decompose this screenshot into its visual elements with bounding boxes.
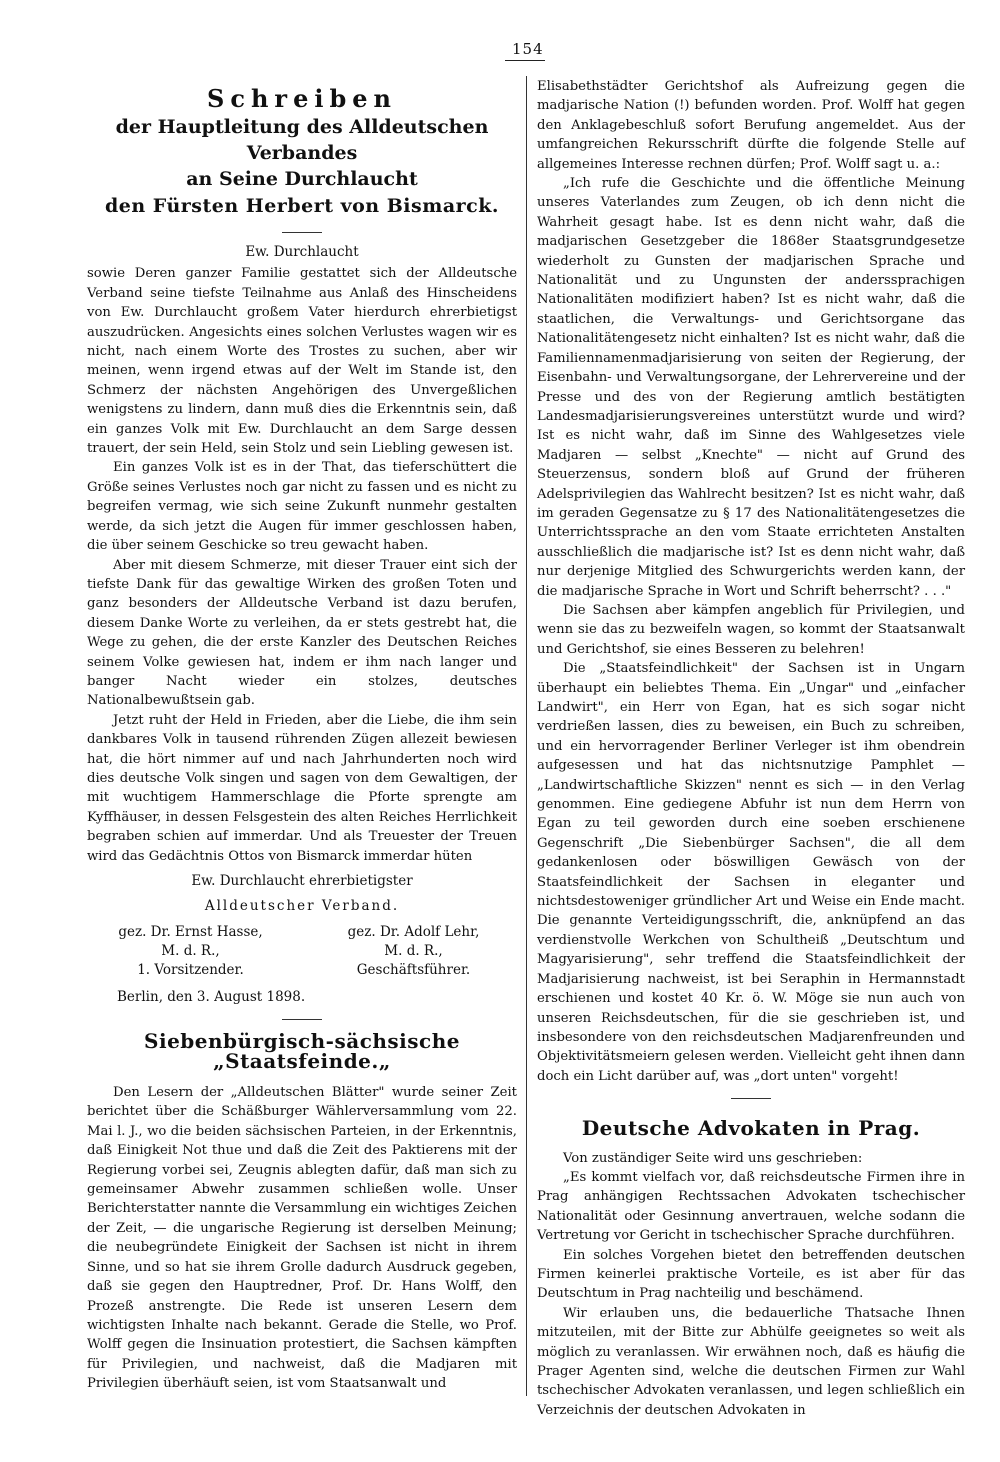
article2-title-rule	[282, 1019, 322, 1020]
signature-right-role: Geschäftsführer.	[356, 961, 471, 978]
signature-right-name: gez. Dr. Adolf Lehr,	[347, 923, 480, 940]
article3-paragraph: Von zuständiger Seite wird uns geschrieben:	[563, 1150, 863, 1166]
article2-paragraph: Den Lesern der „Alldeutschen Blätter" wurde seiner Zeit berichtet über die Schäßburger Wählerversammlung vom 22. Mai l. J., wo die beiden sächsischen Parteien, in der Erkenntnis, daß Einigkeit Not thue und daß die Zeit des Paktierens mit der Regierung vorbei sei, Zeugnis ablegten dafür, daß man sich zu gemeinsamer Abwehr zusammen schließen wolle. Unser Berichterstatter nannte die Versammlung ein wichtiges Zeichen der Zeit, — die ungarische Regierung ist derselben Meinung; die neubegründete Einigkeit der Sachsen ist nicht in ihrem Sinne, und so hat sie ihrem Grolle dadurch Ausdruck gegeben, daß sie gegen den Hauptredner, Prof. Dr. Hans Wolff, den Prozeß anstrengte. Die Rede ist unseren Lesern dem wichtigsten Inhalte nach bekannt. Gerade die Stelle, wo Prof. Wolff gegen die Insinuation protestiert, die Sachsen kämpften für Privilegien, und nachweist, daß die Madjaren mit Privilegien überhäuft seien, ist vom Staatsanwalt und	[87, 1085, 517, 1392]
article1-title-line4: den Fürsten Herbert von Bismarck.	[105, 195, 499, 217]
right-column	[537, 77, 965, 1420]
article1-paragraph: Aber mit diesem Schmerze, mit dieser Trauer eint sich der tiefste Dank für das gewaltige Wirken des großen Toten und ganz besonders der Alldeutsche Verband ist dazu berufen, diesem Danke Worte zu verleihen, da er stets gestrebt hat, die Wege zu gehen, die der erste Kanzler des Deutschen Reiches seinem Volke gewiesen hat, indem er ihm nach langer und banger Nacht wieder ein stolzes, deutsches Nationalbewußtsein gab.	[87, 557, 517, 709]
article1-title-line3: an Seine Durchlaucht	[186, 168, 418, 190]
article1-closing-line2: Alldeutscher Verband.	[204, 898, 400, 915]
article2-paragraph: Die Sachsen aber kämpfen angeblich für Privilegien, und wenn sie das zu bezweifeln wagen, so kommt der Staatsanwalt und Gerichtshof, sie eines Besseren zu belehren!	[537, 602, 965, 657]
article1-paragraph: Ein ganzes Volk ist es in der That, das tieferschüttert die Größe seines Verlustes noch gar nicht zu fassen und es nicht zu begreifen vermag, wie sich seine Zukunft nunmehr gestalten werde, da sich jetzt die Augen für immer geschlossen haben, die über seinem Geschicke so treu gewacht haben.	[87, 460, 517, 554]
signature-left-role: 1. Vorsitzender.	[137, 961, 244, 978]
page-number: 154	[512, 40, 544, 58]
article1-title-line2: der Hauptleitung des Alldeutschen Verbandes	[115, 116, 489, 164]
article1-closing-line1: Ew. Durchlaucht ehrerbietigster	[191, 873, 413, 889]
signature-left-name: gez. Dr. Ernst Hasse,	[118, 923, 263, 940]
article2-paragraph: Die „Staatsfeindlichkeit" der Sachsen ist in Ungarn überhaupt ein beliebtes Thema. Ein „Ungar" und „einfacher Landwirt", ein Herr von Egan, hat es sich sogar nicht verdrießen lassen, dies zu beweisen, ein Buch zu schreiben, und ein hervorragender Berliner Verleger ist ihm obendrein aufgesessen und hat das nichtsnutzige Pamphlet — „Landwirtschaftliche Skizzen" nennt es sich — in den Verlag genommen. Eine gediegene Abfuhr ist nun dem Herrn von Egan zu teil geworden durch eine soeben erschienene Gegenschrift „Die Siebenbürger Sachsen", die all dem gedankenlosen oder böswilligen Gewäsch von der Staatsfeindlichkeit der Sachsen in eleganter und nichtsdestoweniger gründlicher Art und Weise ein Ende macht. Die genannte Verteidigungsschrift, die, anknüpfend an das verdienstvolle Werkchen von Schultheiß „Deutschtum und Magyarisierung", sehr treffend die Staatsfeindlichkeit der Madjarisierung nachweist, ist bei Seraphin in Hermannstadt erschienen und kostet 40 Kr. ö. W. Möge sie nun auch von unseren Reichsdeutschen, für die sie geschrieben ist, und insbesondere von den reichsdeutschen Madjarenfreunden und Objektivitätsmeiern gelesen werden. Vielleicht geht ihnen dann doch ein Licht darüber auf, was „dort unten" vorgeht!	[537, 661, 965, 1084]
article1-title-rule	[282, 232, 322, 233]
article1-title-line1: Schreiben	[207, 84, 397, 113]
left-column	[87, 78, 517, 1394]
article2-title: Siebenbürgisch-sächsische „Staatsfeinde.„	[144, 1029, 460, 1073]
article3-title-rule	[731, 1098, 771, 1099]
article1-dateline: Berlin, den 3. August 1898.	[117, 988, 306, 1005]
article1-paragraph: sowie Deren ganzer Familie gestattet sich der Alldeutsche Verband seine tiefste Teilnahme aus Anlaß des Hinscheidens von Ew. Durchlaucht großem Vater hierdurch ehrerbietigst auszudrücken. Angesichts eines solchen Verlustes wagen wir es nicht, nach einem Worte des Trostes zu suchen, aber wir meinen, wenn irgend etwas auf der Welt im Stande ist, den Schmerz der nächsten Angehörigen des Unvergeßlichen wenigstens zu lindern, dann muß dies die Erkenntnis sein, daß ein ganzes Volk mit Ew. Durchlaucht an dem Sarge dessen trauert, der sein Held, sein Stolz und sein Liebling gewesen ist.	[87, 266, 517, 457]
article3-paragraph: „Es kommt vielfach vor, daß reichsdeutsche Firmen ihre in Prag anhängigen Rechtssachen Advokaten tschechischer Nationalität oder Gesinnung anvertrauen, welche sodann die Vertretung vor Gericht in tschechischer Sprache durchführen.	[537, 1169, 965, 1244]
signature-right-title: M. d. R.,	[384, 942, 443, 959]
page-number-rule	[505, 60, 545, 61]
article3-title: Deutsche Advokaten in Prag.	[581, 1116, 921, 1141]
article2-paragraph: Elisabethstädter Gerichtshof als Aufreizung gegen die madjarische Nation (!) befunden worden. Prof. Wolff hat gegen den Anklagebeschluß sofort Berufung angemeldet. Aus der umfangreichen Rekursschrift dürfte die folgende Stelle auf allgemeines Interesse rechnen dürfen; Prof. Wolff sagt u. a.:	[537, 79, 965, 172]
article1-title-block	[87, 84, 517, 220]
article1-salutation: Ew. Durchlaucht	[245, 244, 359, 260]
article2-quote-paragraph: „Ich rufe die Geschichte und die öffentliche Meinung unseres Vaterlandes zum Zeugen, ob ich denn nicht die Wahrheit gesagt habe. Ist es denn nicht wahr, daß die madjarischen Gesetzgeber die 1868er Staatsgrundgesetze wiederholt zu Gunsten der madjarischen Sprache und Nationalität und zu Ungunsten der anderssprachigen Nationalitäten modifiziert haben? Ist es nicht wahr, daß die staatlichen, die Verwaltungs- und Gerichtsorgane das Nationalitätengesetz nicht einhalten? Ist es nicht wahr, daß die Familiennamenmadjarisierung von seiten der Regierung, der Eisenbahn- und Verwaltungsorgane, der Lehrervereine und der Presse und des von der Regierung amtlich bestätigten Landesmadjarisierungsvereines unterstützt wurde und wird? Ist es nicht wahr, daß im Sinne des Wahlgesetzes viele Madjaren — selbst „Knechte" — nicht auf Grund des Steuerzensus, sondern bloß auf Grund der früheren Adelsprivilegien das Wahlrecht besitzen? Ist es nicht wahr, daß im geraden Gegensatze zu § 17 des Nationalitätengesetzes die Unterrichtssprache an den vom Staate errichteten Anstalten ausschließlich die madjarische ist? Ist es denn nicht wahr, daß nur derjenige Mitglied des Schwurgerichts werden kann, der die madjarische Sprache in Wort und Schrift beherrscht? . . ."	[537, 176, 965, 599]
article1-signatures	[87, 923, 517, 980]
article1-paragraph: Jetzt ruht der Held in Frieden, aber die Liebe, die ihm sein dankbares Volk in tausend rührenden Zügen allezeit bewiesen hat, die hört nimmer auf und nach Jahrhunderten noch wird dies deutsche Volk singen und sagen von dem Gewaltigen, der mit wuchtigem Hammerschlage die Pforte sprengte am Kyffhäuser, in dessen Felsgestein des alten Reiches Herrlichkeit begraben schien auf immerdar. Und als Treuester der Treuen wird das Gedächtnis Ottos von Bismarck immerdar hüten	[87, 712, 517, 864]
article3-paragraph: Wir erlauben uns, die bedauerliche Thatsache Ihnen mitzuteilen, mit der Bitte zur Abhülfe geeignetes so weit als möglich zu veranlassen. Wir erwähnen noch, daß es häufig die Prager Agenten sind, welche die deutschen Firmen zur Wahl tschechischer Advokaten veranlassen, und legen schließlich ein Verzeichnis der deutschen Advokaten in	[537, 1305, 965, 1418]
article3-paragraph: Ein solches Vorgehen bietet den betreffenden deutschen Firmen keinerlei praktische Vorteile, es ist aber für das Deutschtum in Prag nachteilig und beschämend.	[537, 1247, 965, 1302]
column-divider	[526, 76, 527, 1396]
signature-left-title: M. d. R.,	[161, 942, 220, 959]
